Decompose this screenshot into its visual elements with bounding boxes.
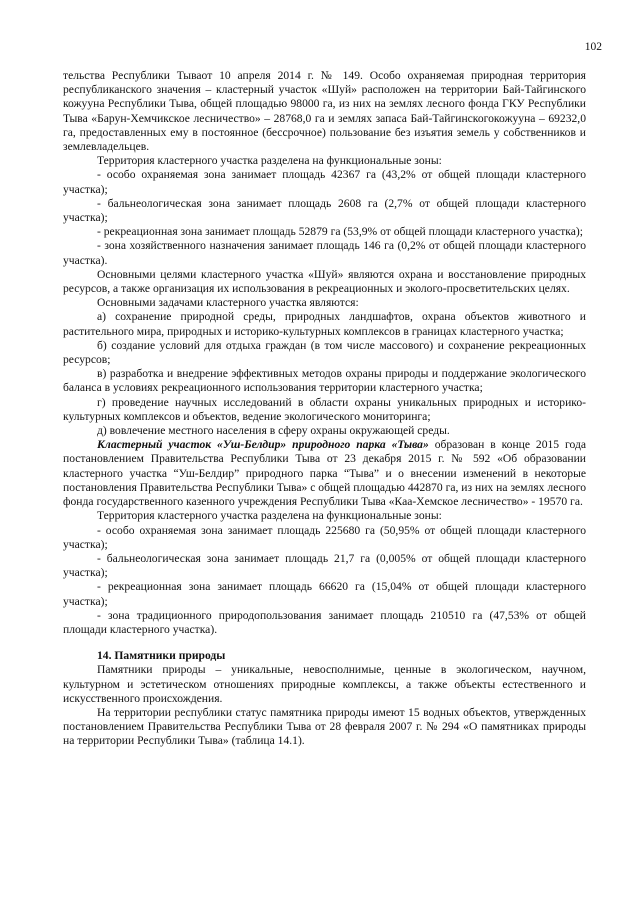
zone-item: - зона хозяйственного назначения занимает площадь 146 га (0,2% от общей площади кластерного участка).	[63, 239, 586, 267]
section-heading: 14. Памятники природы	[97, 649, 226, 663]
task-item: г) проведение научных исследований в области охраны уникальных природных и историко-культурных комплексов и объектов, ведение экологического мониторинга;	[63, 395, 586, 423]
paragraph-shui-intro: тельства Республики Тываот 10 апреля 2014 г. № 149. Особо охраняемая природная территория республиканского значения – кластерный участок «Шуй» расположен на территории Бай-Тайгинского кожууна Республики Тыва, общей площадью 98000 га, из них на землях лесного фонда ГКУ Республики Тыва «Барун-Хемчикское лесничество» – 28768,0 га и землях запаса Бай-Тайгинскогокожууна – 69232,0 га, предоставленных ему в постоянное (бессрочное) пользование без изъятия земель у собственников и землевладельцев.	[63, 69, 586, 154]
zone-item: - особо охраняемая зона занимает площадь 225680 га (50,95% от общей площади кластерного участка);	[63, 523, 586, 551]
task-item: д) вовлечение местного населения в сферу охраны окружающей среды.	[97, 424, 450, 438]
section-spacer	[63, 637, 586, 649]
paragraph-tasks-intro: Основными задачами кластерного участка являются:	[97, 296, 359, 310]
ush-beldir-lead: Кластерный участок «Уш-Белдир» природного парка «Тыва»	[97, 438, 429, 452]
task-item: б) создание условий для отдыха граждан (в том числе массового) и сохранение рекреационных ресурсов;	[63, 338, 586, 367]
zone-item: - особо охраняемая зона занимает площадь 42367 га (43,2% от общей площади кластерного участка);	[63, 168, 586, 196]
paragraph-goals: Основными целями кластерного участка «Шуй» являются охрана и восстановление природных ресурсов, а также организация их использования в рекреационных и эколого-просветительских целях.	[63, 267, 586, 296]
zone-item: - рекреационная зона занимает площадь 52879 га (53,9% от общей площади кластерного участка);	[97, 225, 583, 239]
zone-item: - рекреационная зона занимает площадь 66620 га (15,04% от общей площади кластерного участка);	[63, 580, 586, 608]
paragraph-zones-intro-2: Территория кластерного участка разделена на функциональные зоны:	[97, 509, 442, 523]
paragraph-water-objects: На территории республики статус памятника природы имеют 15 водных объектов, утвержденных постановлением Правительства Республики Тыва от 28 февраля 2007 г. № 294 «О памятниках природы на территории Республики Тыва» (таблица 14.1).	[63, 705, 586, 748]
task-item: в) разработка и внедрение эффективных методов охраны природы и поддержание экологического баланса в условиях рекреационного использования территории кластерного участка;	[63, 367, 586, 395]
zone-item: - бальнеологическая зона занимает площадь 21,7 га (0,005% от общей площади кластерного участка);	[63, 551, 586, 580]
ush-beldir-text: образован в конце 2015 года постановлением Правительства Республики Тыва от 23 декабря 2015 г. № 592 «Об образовании кластерного участка “Уш-Белдир” природного парка “Тыва” и о внесении изменений в некоторые постановления Правительства Республики Тыва» с общей площадью 442870 га, из них на землях лесного фонда государственного казенного учреждения Республики Тыва «Каа-Хемское лесничество» - 19570 га.	[63, 438, 586, 509]
paragraph-ush-beldir	[63, 438, 586, 509]
paragraph-zones-intro: Территория кластерного участка разделена на функциональные зоны:	[97, 154, 442, 168]
zone-item: - бальнеологическая зона занимает площадь 2608 га (2,7% от общей площади кластерного участка);	[63, 196, 586, 225]
page-number: 102	[584, 41, 602, 53]
zone-item: - зона традиционного природопользования занимает площадь 210510 га (47,53% от общей площади кластерного участка).	[63, 608, 586, 636]
paragraph-definition: Памятники природы – уникальные, невосполнимые, ценные в экологическом, научном, культурном и эстетическом отношениях природные комплексы, а также объекты естественного и искусственного происхождения.	[63, 663, 586, 705]
task-item: а) сохранение природной среды, природных ландшафтов, охрана объектов животного и растительного мира, природных и историко-культурных комплексов в границах кластерного участка;	[63, 310, 586, 338]
page-body	[63, 69, 586, 749]
